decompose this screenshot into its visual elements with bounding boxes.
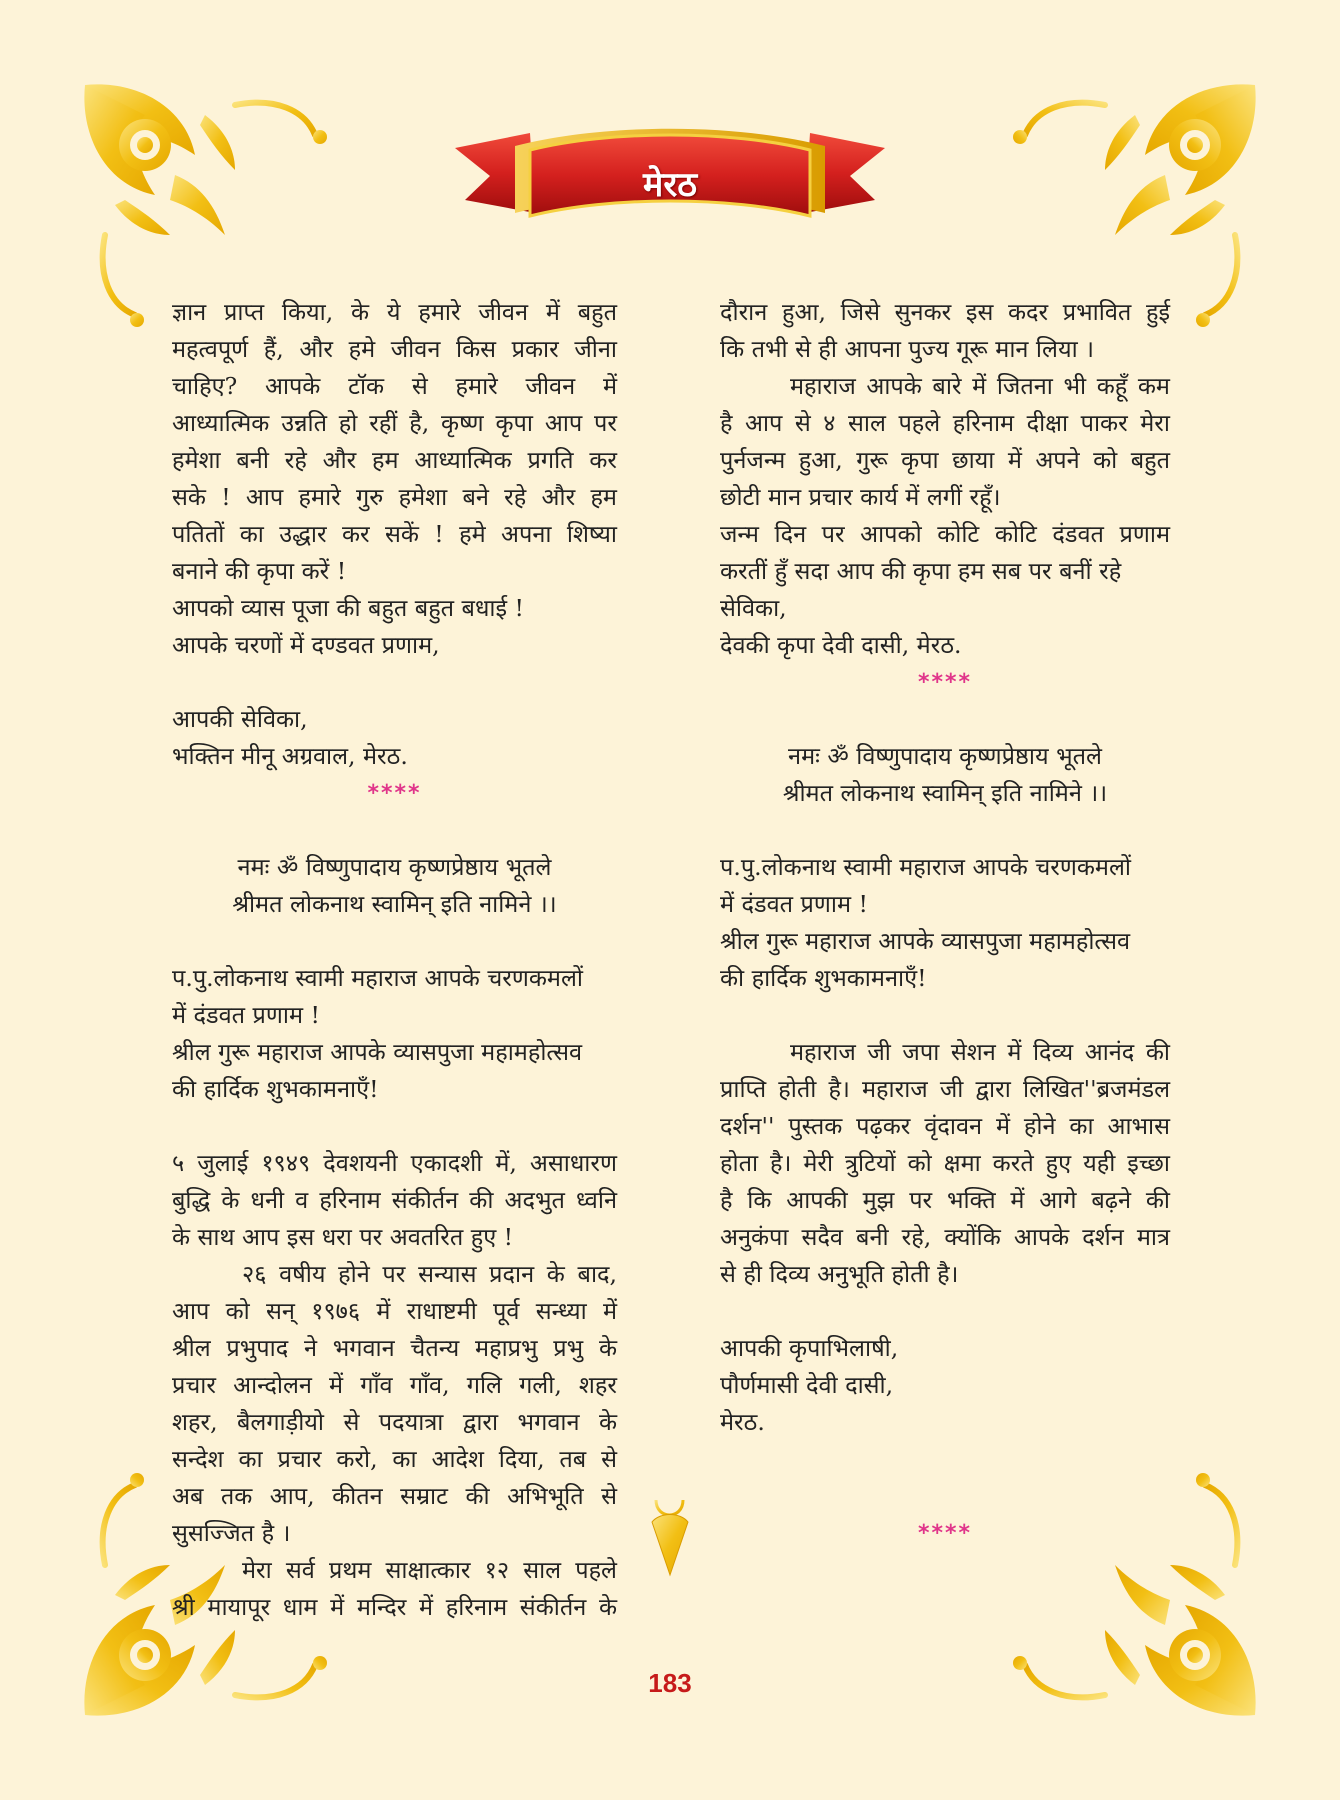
text-line: श्रील गुरू महाराज आपके व्यासपुजा महामहोत्सव (172, 1038, 583, 1066)
blank-line (172, 664, 617, 701)
text-line: जन्म दिन पर आपको कोटि कोटि दंडवत प्रणाम (720, 520, 1170, 548)
text-line: कि तभी से ही आपना पुज्य गूरू मान लिया । (720, 335, 1095, 363)
text-line: मेरा सर्व प्रथम साक्षात्कार १२ साल पहले (242, 1556, 617, 1584)
text-line: प्रचार आन्दोलन में गाँव गाँव, गलि गली, शहर (172, 1371, 617, 1399)
text-line: हमेशा बनी रहे और हम आध्यात्मिक प्रगति कर (172, 446, 617, 474)
text-line: की हार्दिक शुभकामनाएँ! (720, 964, 927, 992)
text-line: पुर्नजन्म हुआ, गुरू कृपा छाया में अपने को बहुत (720, 446, 1170, 474)
text-line: भक्तिन मीनू अग्रवाल, मेरठ. (172, 742, 408, 770)
text-line: करतीं हुँ सदा आप की कृपा हम सब पर बनीं रहे (720, 557, 1122, 585)
text-line: सुसज्जित है । (172, 1519, 291, 1547)
text-line: ५ जुलाई १९४९ देवशयनी एकादशी में, असाधारण (172, 1149, 617, 1177)
text-line: महत्वपूर्ण हैं, और हमे जीवन किस प्रकार जीना (172, 335, 617, 363)
text-line: में दंडवत प्रणाम ! (720, 890, 868, 918)
text-line: श्री मायापूर धाम में मन्दिर में हरिनाम संकीर्तन के (172, 1593, 617, 1621)
text-line: मेरठ. (720, 1408, 765, 1436)
text-line: चाहिए? आपके टॉक से हमारे जीवन में (172, 372, 617, 400)
text-line: २६ वषीय होने पर सन्यास प्रदान के बाद, (242, 1260, 617, 1288)
blank-line (720, 812, 1170, 849)
separator-stars: **** (367, 781, 422, 806)
text-line: आपको व्यास पूजा की बहुत बहुत बधाई ! (172, 594, 524, 622)
text-line: श्रील गुरू महाराज आपके व्यासपुजा महामहोत्सव (720, 927, 1131, 955)
text-line: आपके चरणों में दण्डवत प्रणाम, (172, 631, 440, 659)
text-line: अनुकंपा सदैव बनी रहे, क्योंकि आपके दर्शन मात्र (720, 1223, 1170, 1251)
text-line: श्रीमत लोकनाथ स्वामिन् इति नामिने ।। (232, 890, 557, 918)
text-line: श्रील प्रभुपाद ने भगवान चैतन्य महाप्रभु प्रभु के (172, 1334, 617, 1362)
text-line: प्राप्ति होती है। महाराज जी द्वारा लिखित''ब्रजमंडल (720, 1075, 1170, 1103)
text-line: दौरान हुआ, जिसे सुनकर इस कदर प्रभावित हुई (720, 298, 1170, 326)
text-line: महाराज जी जपा सेशन में दिव्य आनंद की (790, 1038, 1170, 1066)
text-line: शहर, बैलगाड़ीयो से पदयात्रा द्वारा भगवान के (172, 1408, 617, 1436)
text-line: के साथ आप इस धरा पर अवतरित हुए ! (172, 1223, 514, 1251)
blank-line (172, 1108, 617, 1145)
text-line: सके ! आप हमारे गुरु हमेशा बने रहे और हम (172, 483, 617, 511)
text-line: प.पु.लोकनाथ स्वामी महाराज आपके चरणकमलों (172, 964, 583, 992)
text-line: महाराज आपके बारे में जितना भी कहूँ कम (790, 372, 1170, 400)
blank-line (172, 812, 617, 849)
text-line: है आप से ४ साल पहले हरिनाम दीक्षा पाकर मेरा (720, 409, 1170, 437)
text-line: पतितों का उद्धार कर सकें ! हमे अपना शिष्या (172, 520, 617, 548)
blank-line (172, 923, 617, 960)
page-number: 183 (648, 1668, 692, 1698)
blank-line (720, 1293, 1170, 1330)
text-line: सेविका, (720, 594, 787, 622)
right-column (720, 294, 1170, 1552)
text-line: नमः ॐ विष्णुपादाय कृष्णप्रेष्ठाय भूतले (237, 853, 552, 881)
text-line: प.पु.लोकनाथ स्वामी महाराज आपके चरणकमलों (720, 853, 1131, 881)
text-line: बनाने की कृपा करें ! (172, 557, 347, 585)
text-line: है कि आपकी मुझ पर भक्ति में आगे बढ़ने की (720, 1186, 1170, 1214)
text-line: आप को सन् १९७६ में राधाष्टमी पूर्व सन्ध्या में (172, 1297, 617, 1325)
blank-line (720, 701, 1170, 738)
text-line: आपकी कृपाभिलाषी, (720, 1334, 899, 1362)
text-line: छोटी मान प्रचार कार्य में लगीं रहूँ। (720, 483, 1001, 511)
text-line: सन्देश का प्रचार करो, का आदेश दिया, तब से (172, 1445, 617, 1473)
text-line: से ही दिव्य अनुभूति होती है। (720, 1260, 959, 1288)
page-title: मेरठ (643, 165, 697, 205)
separator-stars: **** (917, 1521, 973, 1546)
blank-line (720, 1441, 1170, 1478)
left-column (172, 294, 617, 1626)
text-line: होता है। मेरी त्रुटियों को क्षमा करते हुए यही इच्छा (720, 1149, 1170, 1177)
text-line: दर्शन'' पुस्तक पढ़कर वृंदावन में होने का आभास (720, 1112, 1170, 1140)
text-line: में दंडवत प्रणाम ! (172, 1001, 320, 1029)
text-line: बुद्धि के धनी व हरिनाम संकीर्तन की अदभुत ध्वनि (172, 1186, 617, 1214)
blank-line (720, 997, 1170, 1034)
text-line: अब तक आप, कीतन सम्राट की अभिभूति से (172, 1482, 617, 1510)
text-line: ज्ञान प्राप्त किया, के ये हमारे जीवन में बहुत (172, 298, 617, 326)
text-line: आपकी सेविका, (172, 705, 308, 733)
separator-stars: **** (917, 670, 973, 695)
text-line: नमः ॐ विष्णुपादाय कृष्णप्रेष्ठाय भूतले (788, 742, 1102, 770)
blank-line (720, 1478, 1170, 1515)
text-line: की हार्दिक शुभकामनाएँ! (172, 1075, 379, 1103)
text-line: आध्यात्मिक उन्नति हो रहीं है, कृष्ण कृपा आप पर (172, 409, 617, 437)
text-line: पौर्णमासी देवी दासी, (720, 1371, 894, 1399)
text-line: देवकी कृपा देवी दासी, मेरठ. (720, 631, 962, 659)
text-line: श्रीमत लोकनाथ स्वामिन् इति नामिने ।। (782, 779, 1108, 807)
